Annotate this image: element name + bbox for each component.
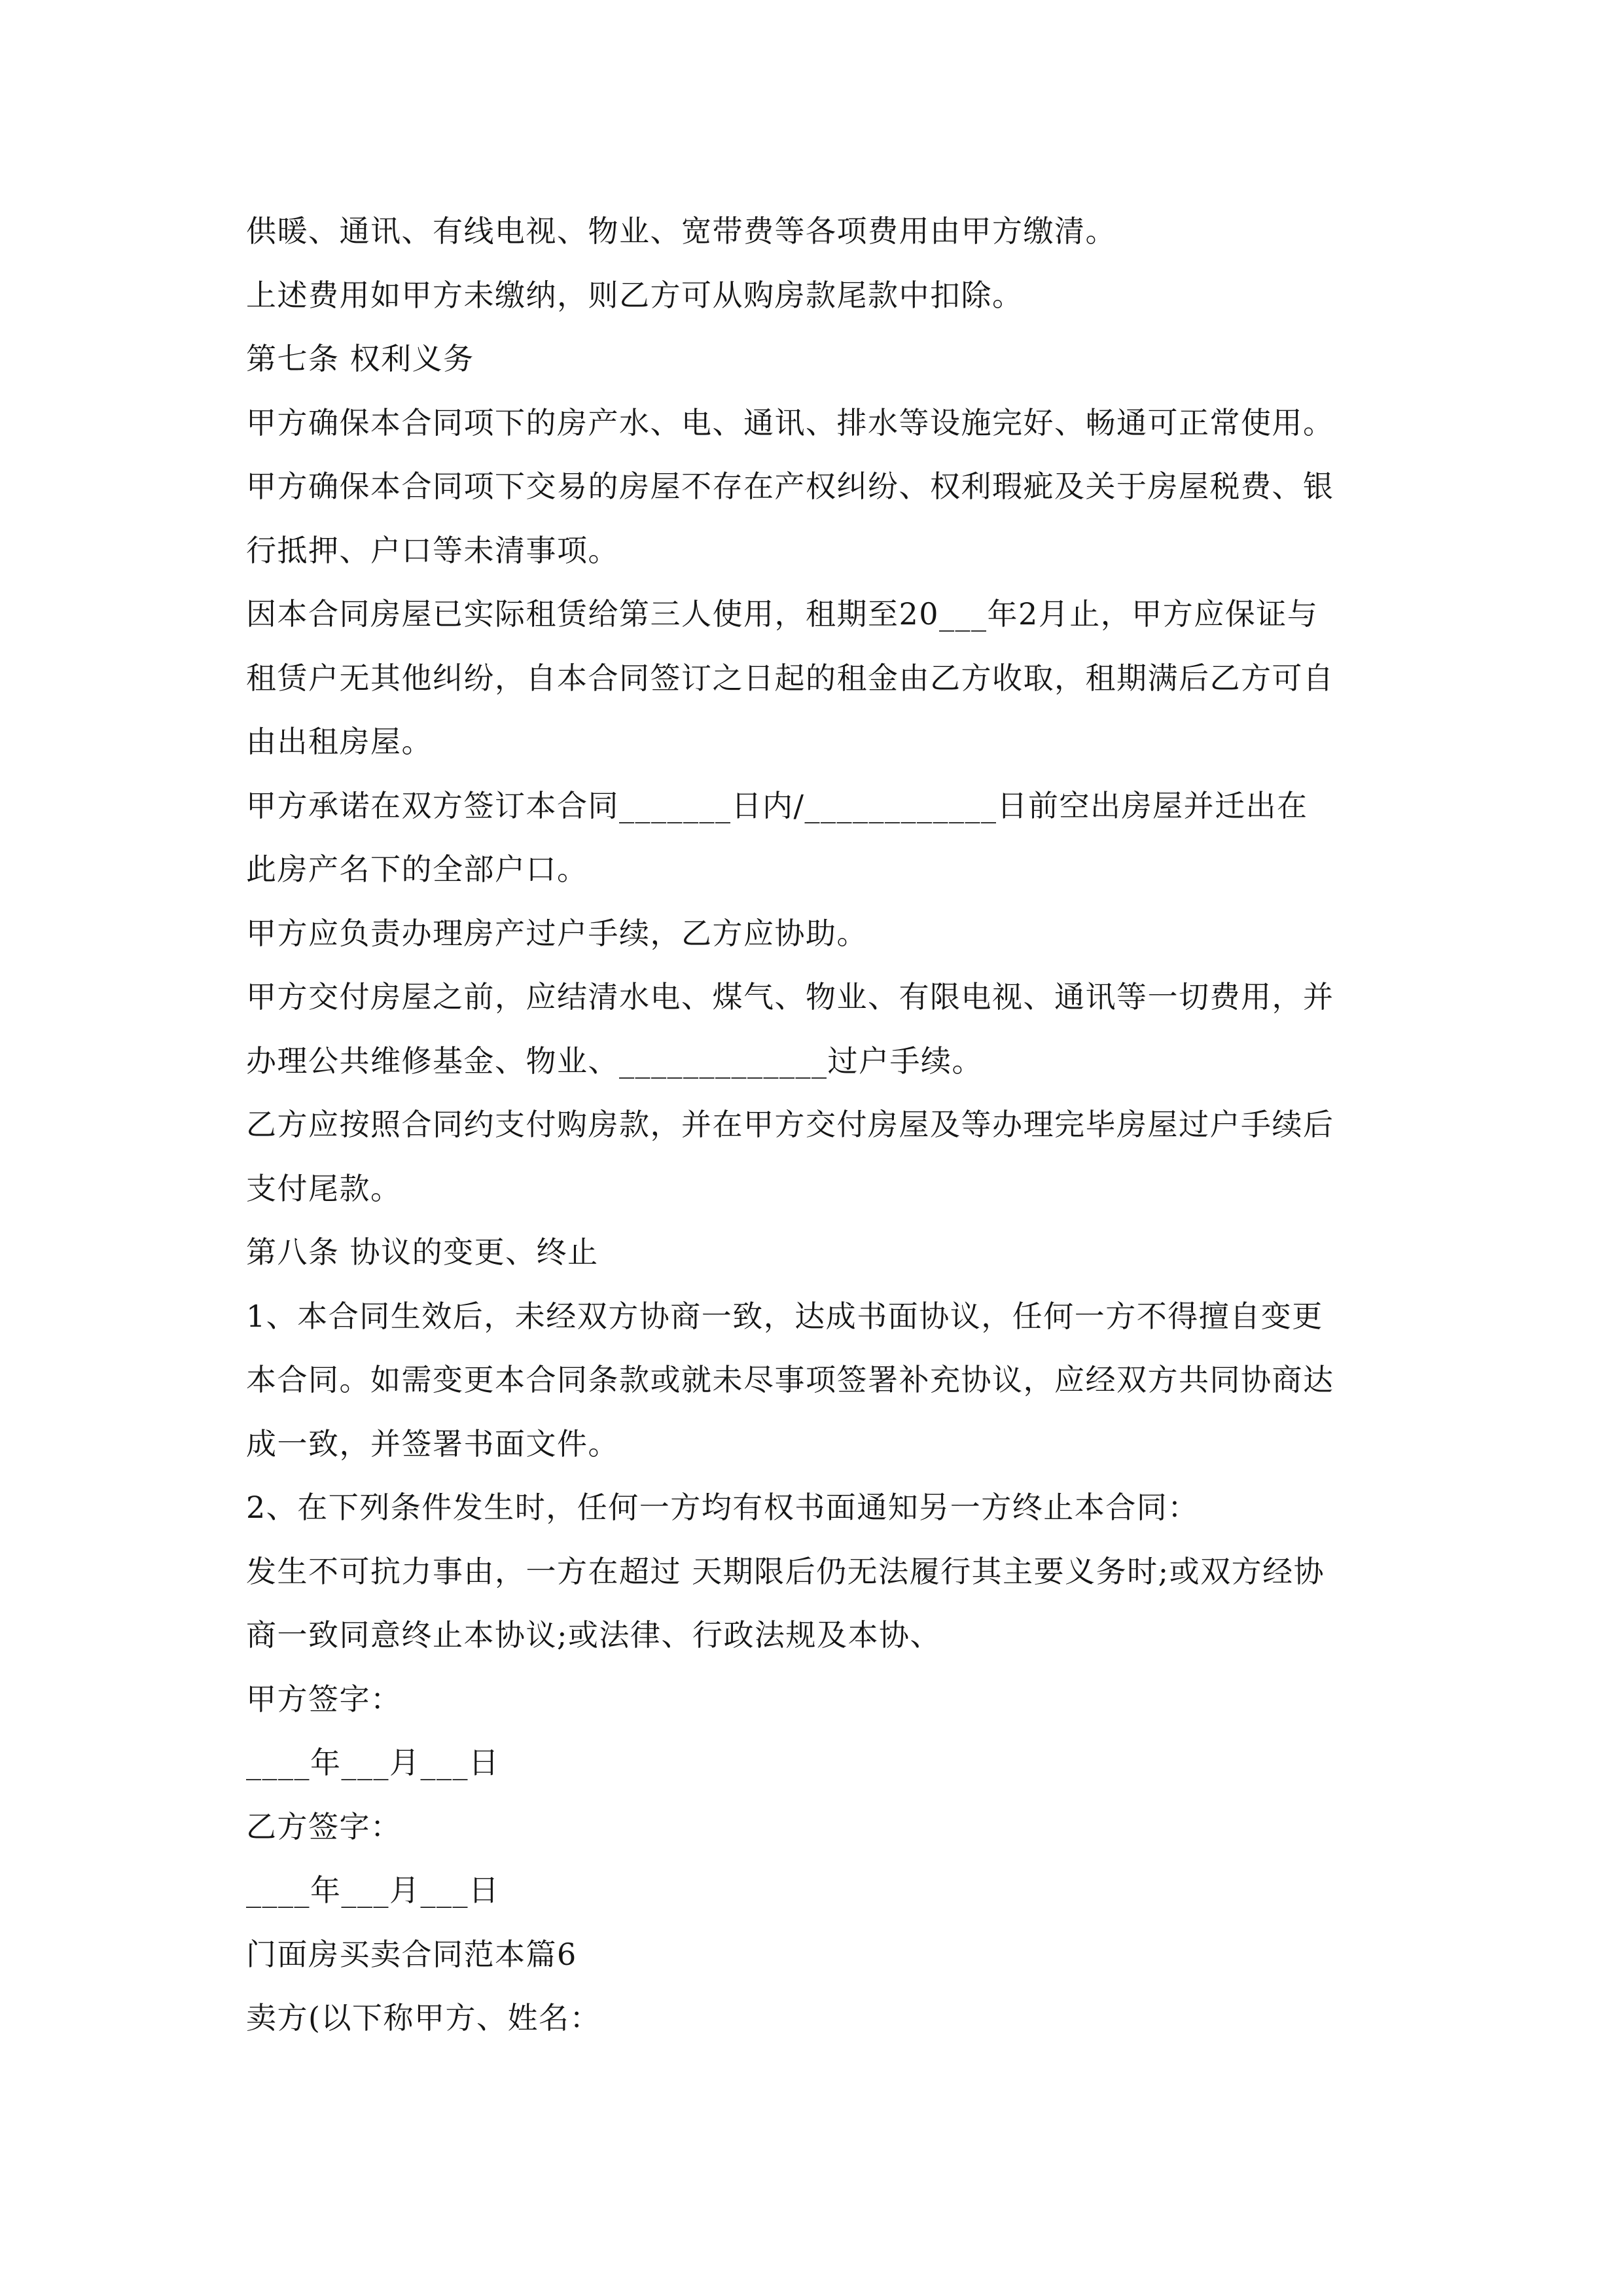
document-body [246,200,1398,2051]
text-line: 上述费用如甲方未缴纳，则乙方可从购房款尾款中扣除。 [246,277,1024,313]
template-title: 门面房买卖合同范本篇6 [246,1936,577,1972]
text-line: 甲方交付房屋之前，应结清水电、煤气、物业、有限电视、通讯等一切费用，并 [246,979,1334,1014]
text-line: 甲方应负责办理房产过户手续，乙方应协助。 [246,915,868,951]
text-line: 成一致，并签署书面文件。 [246,1426,619,1462]
text-line: 此房产名下的全部户口。 [246,852,588,887]
text-line: 甲方确保本合同项下交易的房屋不存在产权纠纷、权利瑕疵及关于房屋税费、银 [246,469,1334,504]
text-line: 供暖、通讯、有线电视、物业、宽带费等各项费用由甲方缴清。 [246,213,1116,249]
text-line: 甲方确保本合同项下的房产水、电、通讯、排水等设施完好、畅通可正常使用。 [246,404,1334,440]
text-line: 乙方应按照合同约支付购房款，并在甲方交付房屋及等办理完毕房屋过户手续后 [246,1107,1334,1142]
seller-label: 卖方(以下称甲方、姓名： [246,2000,601,2036]
text-line: 由出租房屋。 [246,724,433,759]
party-b-date-line: ____年___月___日 [246,1873,500,1908]
text-line: 甲方承诺在双方签订本合同_______日内/____________日前空出房屋并迁出在 [246,787,1308,823]
party-a-signature-label: 甲方签字： [246,1681,402,1717]
section-heading-article-7: 第七条 权利义务 [246,341,474,376]
text-line: 2、在下列条件发生时，任何一方均有权书面通知另一方终止本合同： [246,1490,1199,1525]
text-line: 租赁户无其他纠纷，自本合同签订之日起的租金由乙方收取，租期满后乙方可自 [246,660,1334,696]
text-line: 行抵押、户口等未清事项。 [246,532,619,568]
text-line: 1、本合同生效后，未经双方协商一致，达成书面协议，任何一方不得擅自变更 [246,1298,1323,1334]
text-line: 办理公共维修基金、物业、_____________过户手续。 [246,1043,983,1079]
text-line: 支付尾款。 [246,1170,402,1206]
text-line: 发生不可抗力事由，一方在超过 天期限后仍无法履行其主要义务时;或双方经协 [246,1553,1325,1589]
text-line: 本合同。如需变更本合同条款或就未尽事项签署补充协议，应经双方共同协商达 [246,1362,1334,1397]
text-line: 商一致同意终止本协议;或法律、行政法规及本协、 [246,1617,941,1653]
section-heading-article-8: 第八条 协议的变更、终止 [246,1234,599,1270]
text-line: 因本合同房屋已实际租赁给第三人使用，租期至20___年2月止，甲方应保证与 [246,596,1319,632]
party-b-signature-label: 乙方签字： [246,1808,402,1844]
party-a-date-line: ____年___月___日 [246,1745,500,1780]
